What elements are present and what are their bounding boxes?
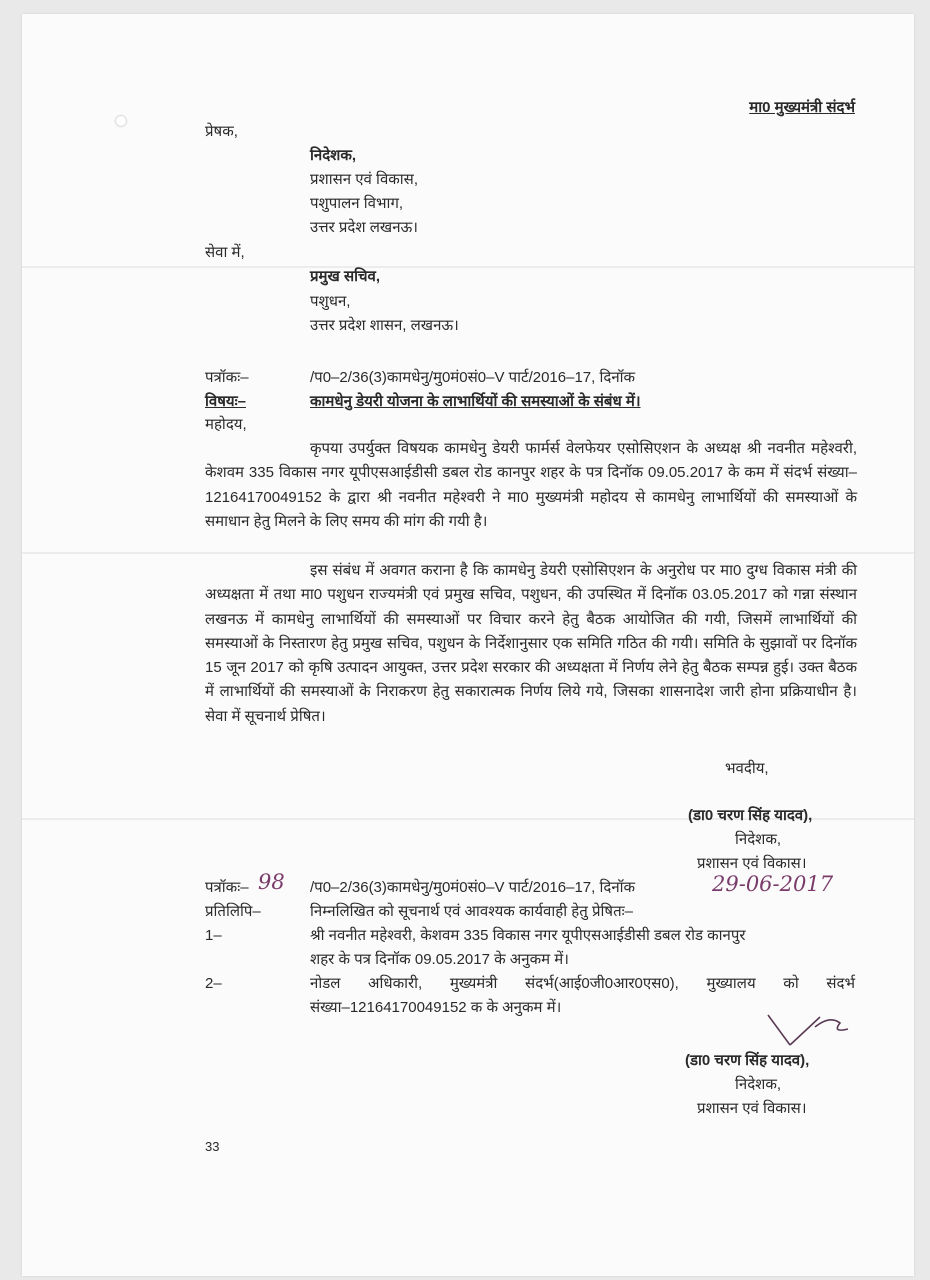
recipient-line: उत्तर प्रदेश शासन, लखनऊ। <box>310 317 459 334</box>
signatory-name: (डा0 चरण सिंह यादव), <box>688 807 813 824</box>
letter-no-label: पत्रॉकः– <box>205 369 249 386</box>
page-number: 33 <box>205 1139 220 1154</box>
copy-item-number: 2– <box>205 975 222 992</box>
handwritten-letter-no: 98 <box>258 870 285 894</box>
scan-fold-line <box>22 266 914 268</box>
sender-label: प्रेषक, <box>205 123 238 140</box>
handwritten-signature <box>760 1005 860 1055</box>
header-reference: मा0 मुख्यमंत्री संदर्भ <box>749 99 855 116</box>
copy-letter-no-value: /प0–2/36(3)कामधेनु/मु0मं0सं0–V पार्ट/2016–17, दिनॉक <box>310 879 636 896</box>
recipient-line: पशुधन, <box>310 293 351 310</box>
sender-line: प्रशासन एवं विकास, <box>310 171 418 188</box>
closing: भवदीय, <box>725 760 769 777</box>
sender-line: पशुपालन विभाग, <box>310 195 404 212</box>
salutation: महोदय, <box>205 416 247 433</box>
recipient-line: प्रमुख सचिव, <box>310 268 381 285</box>
copy-letter-no-label: पत्रॉकः– <box>205 879 249 896</box>
copy-item-line: श्री नवनीत महेश्वरी, केशवम 335 विकास नगर यूपीएसआईडीसी डबल रोड कानपुर <box>310 927 746 944</box>
subject-label: विषयः– <box>205 393 246 410</box>
signatory-dept: प्रशासन एवं विकास। <box>697 1100 807 1117</box>
scan-fold-line <box>22 552 914 554</box>
signatory-title: निदेशक, <box>735 831 782 848</box>
sender-line: निदेशक, <box>310 147 357 164</box>
letter-no-value: /प0–2/36(3)कामधेनु/मु0मं0सं0–V पार्ट/2016–17, दिनॉक <box>310 369 636 386</box>
copy-item-line: संख्या–12164170049152 क के अनुकम में। <box>310 999 562 1016</box>
copy-item-line: शहर के पत्र दिनॉक 09.05.2017 के अनुकम में। <box>310 951 569 968</box>
copy-item-line: नोडल अधिकारी, मुख्यमंत्री संदर्भ(आई0जी0आर0एस0), मुख्यालय को संदर्भ <box>310 975 855 992</box>
signatory-title: निदेशक, <box>735 1076 782 1093</box>
signatory-dept: प्रशासन एवं विकास। <box>697 855 807 872</box>
recipient-label: सेवा में, <box>205 244 245 261</box>
subject-text: कामधेनु डेयरी योजना के लाभार्थियों की समस्याओं के संबंध में। <box>310 393 641 410</box>
punch-hole <box>116 116 126 126</box>
handwritten-date: 29-06-2017 <box>712 872 834 896</box>
body-paragraph-1: कृपया उपर्युक्त विषयक कामधेनु डेयरी फार्मर्स वेलफेयर एसोसिएशन के अध्यक्ष श्री नवनीत महेश्वरी, केशवम 335 विकास नगर यूपीएसआईडीसी डबल रोड कानपुर शहर के पत्र दिनॉक 09.05.2017 के कम में संदर्भ संख्या–12164170049152 के द्वारा श्री नवनीत महेश्वरी ने मा0 मुख्यमंत्री महोदय से कामधेनु लाभार्थियों की समस्याओं के समाधान हेतु मिलने के लिए समय की मांग की गयी है। <box>205 440 857 530</box>
copy-label: प्रतिलिपि– <box>205 903 261 920</box>
signatory-name: (डा0 चरण सिंह यादव), <box>685 1052 810 1069</box>
sender-line: उत्तर प्रदेश लखनऊ। <box>310 219 418 236</box>
body-paragraph-2: इस संबंध में अवगत कराना है कि कामधेनु डेयरी एसोसिएशन के अनुरोध पर मा0 दुग्ध विकास मंत्री की अध्यक्षता में तथा मा0 पशुधन राज्यमंत्री एवं प्रमुख सचिव, पशुधन, की उपस्थित में दिनॉक 03.05.2017 को गन्ना संस्थान लखनऊ में कामधेनु लाभार्थियों की समस्याओं पर विचार करने हेतु बैठक आयोजित की गयी, जिसमें लाभार्थियों की समस्याओं के निस्तारण हेतु प्रमुख सचिव, पशुधन के निर्देशानुसार एक समिति गठित की गयी। समिति के सुझावों पर दिनॉक 15 जून 2017 को कृषि उत्पादन आयुक्त, उत्तर प्रदेश सरकार की अध्यक्षता में निर्णय लेने हेतु बैठक सम्पन्न हुई। उक्त बैठक में लाभार्थियों की समस्याओं के निराकरण हेतु सकारात्मक निर्णय लिये गये, जिसका शासनादेश जारी होना प्रक्रियाधीन है। सेवा में सूचनार्थ प्रेषित। <box>205 562 857 725</box>
copy-item-number: 1– <box>205 927 222 944</box>
copy-intro: निम्नलिखित को सूचनार्थ एवं आवश्यक कार्यवाही हेतु प्रेषितः– <box>310 903 633 920</box>
